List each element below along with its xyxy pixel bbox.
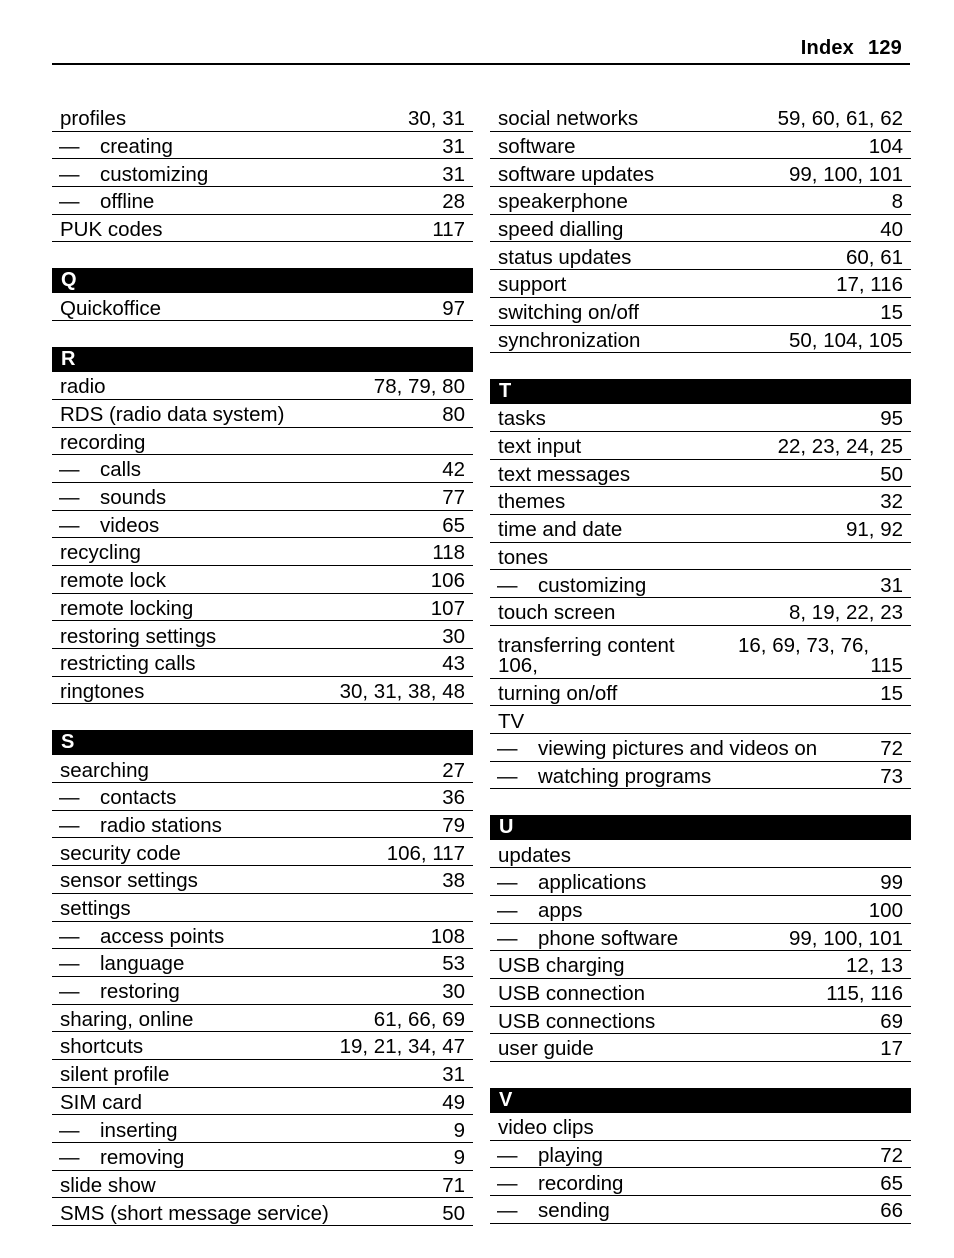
entry-term: recording [538, 1171, 624, 1195]
index-entry [490, 951, 911, 979]
entry-pages: 99, 100, 101 [789, 926, 903, 950]
subentry-dash: — [59, 458, 80, 482]
index-entry [490, 1113, 911, 1141]
entry-pages: 77 [442, 486, 465, 510]
subentry-dash: — [59, 190, 80, 214]
entry-pages: 17, 116 [836, 273, 903, 297]
entry-pages: 65 [880, 1171, 903, 1195]
entry-pages: 30 [442, 980, 465, 1004]
entry-term: creating [100, 134, 173, 158]
entry-term: turning on/off [498, 681, 618, 705]
entry-pages: 15 [880, 681, 903, 705]
subentry-dash: — [59, 924, 80, 948]
entry-pages: 30, 31 [408, 107, 465, 131]
entry-pages: 40 [880, 217, 903, 241]
entry-pages: 108 [430, 924, 465, 948]
index-entry [52, 104, 473, 132]
entry-term: viewing pictures and videos on [538, 737, 818, 761]
entry-pages: 32 [880, 490, 903, 514]
entry-pages: 97 [442, 296, 465, 320]
entry-term: settings [60, 897, 131, 920]
entry-term: customizing [538, 573, 647, 597]
subentry-dash: — [497, 1171, 518, 1195]
entry-term: calls [100, 458, 142, 482]
index-entry [490, 679, 911, 707]
entry-term: SMS (short message service) [60, 1201, 329, 1225]
entry-term: updates [498, 843, 571, 867]
entry-term: restricting calls [60, 652, 196, 676]
entry-pages-continued: 106, [498, 654, 538, 678]
index-entry [52, 755, 473, 783]
entry-pages: 117 [432, 217, 465, 241]
index-entry [52, 566, 473, 594]
subentry-dash: — [497, 737, 518, 761]
entry-term: remote lock [60, 569, 166, 593]
entry-term: phone software [538, 926, 679, 950]
index-entry [490, 979, 911, 1007]
entry-pages: 80 [442, 403, 465, 426]
subentry-dash: — [59, 134, 80, 158]
index-entry [52, 838, 473, 866]
index-entry [52, 1198, 473, 1226]
subentry-dash: — [497, 926, 518, 950]
index-entry [490, 1007, 911, 1035]
entry-term: access points [100, 924, 225, 948]
entry-pages: 66 [880, 1199, 903, 1223]
entry-term: shortcuts [60, 1035, 144, 1059]
entry-pages: 31 [442, 1063, 465, 1087]
entry-term: radio [60, 375, 106, 399]
entry-term: sounds [100, 486, 167, 510]
entry-term: contacts [100, 786, 177, 810]
subentry-dash: — [497, 573, 518, 597]
section-gap [490, 789, 911, 815]
entry-pages: 12, 13 [846, 954, 903, 978]
entry-term: inserting [100, 1118, 178, 1142]
index-subentry [52, 1143, 473, 1171]
entry-term: recording [60, 430, 146, 454]
letter-heading-q: Q [52, 268, 473, 293]
subentry-dash: — [59, 513, 80, 537]
index-entry [52, 1171, 473, 1199]
entry-term: offline [100, 190, 155, 214]
entry-pages: 31 [442, 162, 465, 186]
entry-term: text messages [498, 462, 631, 486]
entry-term: tones [498, 545, 549, 569]
entry-pages: 43 [442, 652, 465, 676]
entry-pages: 19, 21, 34, 47 [339, 1035, 465, 1059]
entry-pages: 17 [880, 1037, 903, 1061]
entry-pages: 69 [880, 1009, 903, 1033]
left-column [52, 104, 473, 1226]
index-entry [52, 372, 473, 400]
index-entry [52, 215, 473, 243]
index-subentry [52, 159, 473, 187]
index-entry [52, 1088, 473, 1116]
entry-pages: 99, 100, 101 [789, 162, 903, 186]
letter-heading-t: T [490, 379, 911, 404]
entry-pages: 31 [880, 573, 903, 597]
entry-pages: 50 [442, 1201, 465, 1225]
section-gap [52, 242, 473, 268]
entry-pages: 107 [430, 596, 465, 620]
entry-pages: 115 [870, 654, 903, 678]
entry-term: sharing, online [60, 1007, 194, 1031]
entry-term: status updates [498, 245, 632, 269]
index-entry [490, 270, 911, 298]
index-entry [490, 598, 911, 626]
subentry-dash: — [497, 871, 518, 895]
index-subentry [490, 1196, 911, 1224]
entry-pages: 99 [880, 871, 903, 895]
entry-term: USB connection [498, 982, 646, 1006]
entry-term: text input [498, 435, 582, 459]
section-title: Index [800, 37, 855, 59]
entry-pages: 16, 69, 73, 76, [738, 633, 870, 657]
entry-term: sending [538, 1199, 610, 1223]
letter-heading-s: S [52, 730, 473, 755]
entry-pages: 36 [442, 786, 465, 810]
index-entry [52, 1032, 473, 1060]
entry-term: slide show [60, 1173, 156, 1197]
header-text [801, 37, 902, 60]
entry-term: restoring settings [60, 624, 217, 648]
entry-pages: 61, 66, 69 [373, 1007, 465, 1031]
entry-term: language [100, 952, 185, 976]
entry-term: ringtones [60, 679, 145, 703]
entry-pages: 53 [442, 952, 465, 976]
index-entry [490, 104, 911, 132]
entry-pages: 100 [868, 899, 903, 922]
entry-pages: 72 [880, 737, 903, 761]
letter-heading-r: R [52, 347, 473, 372]
index-subentry [52, 811, 473, 839]
entry-pages: 104 [868, 134, 903, 158]
index-subentry [490, 1141, 911, 1169]
entry-term: apps [538, 899, 583, 922]
entry-term: speakerphone [498, 190, 628, 214]
entry-pages: 95 [880, 407, 903, 431]
index-entry [52, 293, 473, 321]
right-column [490, 104, 911, 1224]
index-entry [52, 400, 473, 428]
entry-pages: 106, 117 [386, 841, 465, 865]
entry-term: profiles [60, 107, 127, 131]
index-entry [52, 866, 473, 894]
index-subentry [490, 734, 911, 762]
entry-term: software [498, 134, 576, 158]
index-entry [490, 543, 911, 571]
page-number: 129 [868, 37, 902, 59]
entry-pages: 118 [432, 541, 465, 565]
entry-term: support [498, 273, 567, 297]
entry-pages: 9 [453, 1118, 465, 1142]
index-subentry [52, 977, 473, 1005]
entry-pages: 38 [442, 869, 465, 893]
letter-heading-v: V [490, 1088, 911, 1113]
subentry-dash: — [59, 786, 80, 810]
index-subentry [52, 949, 473, 977]
entry-term: removing [100, 1146, 185, 1170]
subentry-dash: — [59, 980, 80, 1004]
index-entry [490, 159, 911, 187]
section-gap [52, 321, 473, 347]
entry-pages: 78, 79, 80 [373, 375, 465, 399]
index-subentry [490, 924, 911, 952]
index-entry [52, 649, 473, 677]
index-entry [490, 187, 911, 215]
index-subentry [52, 783, 473, 811]
entry-term: SIM card [60, 1090, 143, 1114]
entry-term: time and date [498, 518, 623, 542]
index-entry [490, 326, 911, 354]
entry-pages: 42 [442, 458, 465, 482]
entry-pages: 15 [880, 301, 903, 324]
entry-pages: 9 [453, 1146, 465, 1170]
letter-heading-u: U [490, 815, 911, 840]
entry-pages: 31 [442, 134, 465, 158]
entry-term: transferring content [498, 633, 675, 657]
index-entry-wrapped [490, 626, 911, 679]
entry-pages: 91, 92 [846, 518, 903, 542]
entry-pages: 59, 60, 61, 62 [777, 107, 903, 131]
index-entry [52, 894, 473, 922]
entry-pages: 73 [880, 764, 903, 788]
subentry-dash: — [497, 1143, 518, 1167]
index-entry [490, 404, 911, 432]
index-entry [490, 432, 911, 460]
entry-pages: 30, 31, 38, 48 [339, 679, 465, 703]
entry-term: sensor settings [60, 869, 198, 893]
index-entry [490, 487, 911, 515]
entry-term: Quickoffice [60, 296, 162, 320]
entry-term: RDS (radio data system) [60, 403, 285, 426]
entry-pages: 65 [442, 513, 465, 537]
page-header [52, 30, 910, 65]
entry-term: PUK codes [60, 217, 163, 241]
entry-term: silent profile [60, 1063, 170, 1087]
entry-term: USB connections [498, 1009, 656, 1033]
entry-pages: 49 [442, 1090, 465, 1114]
entry-term: applications [538, 871, 647, 895]
entry-term: video clips [498, 1116, 594, 1140]
entry-term: switching on/off [498, 301, 639, 324]
index-entry [52, 428, 473, 456]
entry-pages: 30 [442, 624, 465, 648]
entry-term: USB charging [498, 954, 625, 978]
index-subentry [52, 455, 473, 483]
entry-term: radio stations [100, 813, 222, 837]
entry-pages: 27 [442, 758, 465, 782]
entry-pages: 22, 23, 24, 25 [777, 435, 903, 459]
index-subentry [52, 483, 473, 511]
index-subentry [52, 1115, 473, 1143]
index-entry [490, 215, 911, 243]
entry-term: customizing [100, 162, 209, 186]
subentry-dash: — [59, 1146, 80, 1170]
entry-term: searching [60, 758, 149, 782]
entry-pages: 106 [430, 569, 465, 593]
subentry-dash: — [59, 813, 80, 837]
entry-pages: 79 [442, 813, 465, 837]
section-gap [52, 704, 473, 730]
entry-term: videos [100, 513, 160, 537]
entry-term: playing [538, 1143, 603, 1167]
entry-term: security code [60, 841, 181, 865]
subentry-dash: — [497, 764, 518, 788]
entry-term: tasks [498, 407, 546, 431]
index-entry [490, 840, 911, 868]
subentry-dash: — [59, 952, 80, 976]
subentry-dash: — [497, 1199, 518, 1223]
entry-term: remote locking [60, 596, 194, 620]
subentry-dash: — [59, 162, 80, 186]
entry-term: watching programs [538, 764, 712, 788]
index-entry [490, 460, 911, 488]
index-entry [490, 242, 911, 270]
entry-term: user guide [498, 1037, 594, 1061]
entry-pages: 60, 61 [846, 245, 903, 269]
index-entry [490, 298, 911, 326]
index-entry [490, 1034, 911, 1062]
entry-term: social networks [498, 107, 639, 131]
entry-pages: 8 [891, 190, 903, 214]
entry-term: synchronization [498, 328, 641, 352]
index-subentry [490, 896, 911, 924]
entry-term: recycling [60, 541, 141, 565]
index-subentry [490, 1168, 911, 1196]
entry-term: speed dialling [498, 217, 624, 241]
subentry-dash: — [59, 1118, 80, 1142]
entry-pages: 71 [442, 1173, 465, 1197]
entry-term: touch screen [498, 601, 616, 625]
index-subentry [490, 570, 911, 598]
index-entry [52, 1005, 473, 1033]
index-subentry [52, 922, 473, 950]
section-gap [490, 353, 911, 379]
index-entry [52, 594, 473, 622]
index-entry [52, 621, 473, 649]
index-entry [490, 132, 911, 160]
index-subentry [52, 187, 473, 215]
index-entry [490, 515, 911, 543]
entry-pages: 50, 104, 105 [789, 328, 903, 352]
index-entry [52, 1060, 473, 1088]
entry-pages: 28 [442, 190, 465, 214]
index-subentry [52, 511, 473, 539]
entry-pages: 50 [880, 462, 903, 486]
index-entry [52, 538, 473, 566]
entry-term: software updates [498, 162, 655, 186]
entry-term: TV [498, 709, 525, 733]
index-subentry [490, 868, 911, 896]
index-subentry [490, 762, 911, 790]
entry-pages: 8, 19, 22, 23 [789, 601, 903, 625]
index-subentry [52, 132, 473, 160]
entry-term: themes [498, 490, 566, 514]
subentry-dash: — [59, 486, 80, 510]
index-entry [52, 677, 473, 705]
entry-term: restoring [100, 980, 180, 1004]
entry-pages: 72 [880, 1143, 903, 1167]
subentry-dash: — [497, 899, 518, 922]
section-gap [490, 1062, 911, 1088]
entry-pages: 115, 116 [826, 982, 903, 1006]
index-entry [490, 706, 911, 734]
